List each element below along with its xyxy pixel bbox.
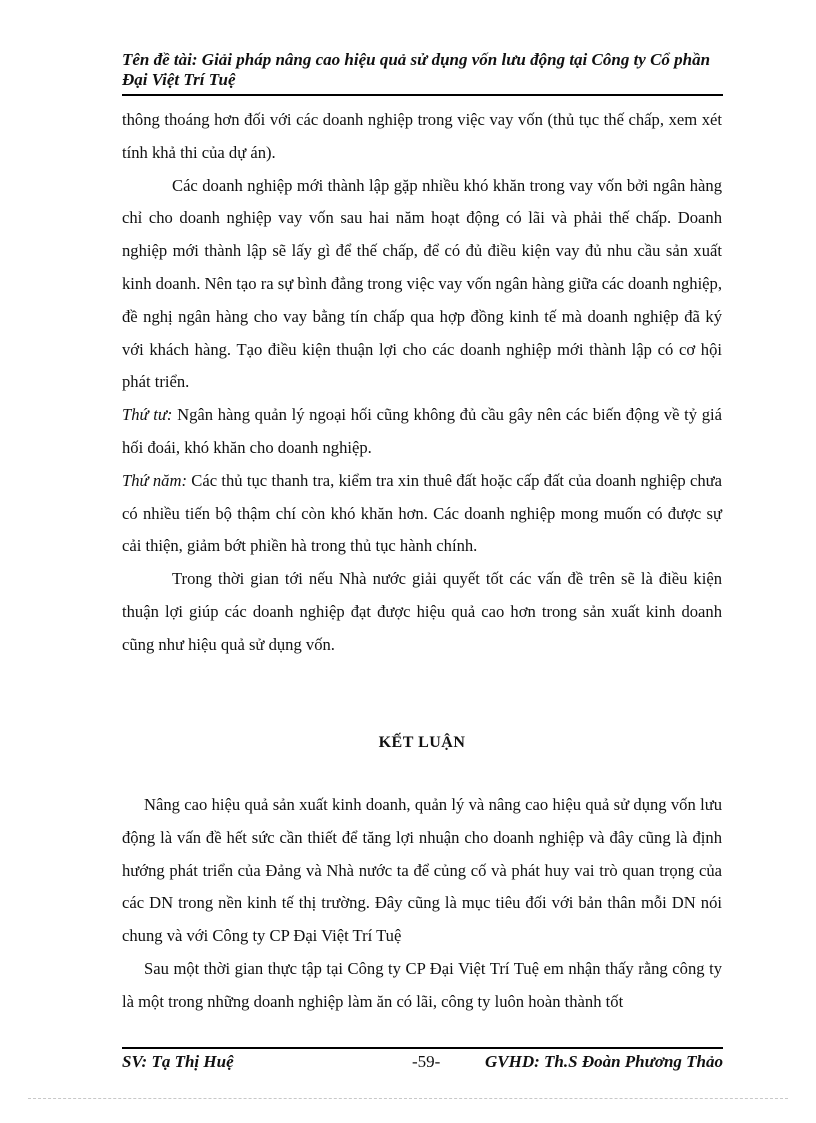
header-divider	[122, 94, 723, 96]
paragraph: Sau một thời gian thực tập tại Công ty CP Đại Việt Trí Tuệ em nhận thấy rằng công ty là một trong những doanh nghiệp làm ăn có lãi, công ty luôn hoàn thành tốt	[122, 958, 722, 1011]
paragraph: Nâng cao hiệu quả sản xuất kinh doanh, quản lý và nâng cao hiệu quả sử dụng vốn lưu động là vấn đề hết sức cần thiết để tăng lợi nhuận cho doanh nghiệp và đây cũng là định hướng phát triển của Đảng và Nhà nước ta để củng cố và phát huy vai trò quan trọng của các DN trong nền kinh tế thị trường. Đây cũng là mục tiêu đối với bản thân mỗi DN nói chung và với Công ty CP Đại Việt Trí Tuệ	[122, 795, 722, 946]
paragraph: Các doanh nghiệp mới thành lập gặp nhiều khó khăn trong vay vốn bởi ngân hàng chỉ cho doanh nghiệp vay vốn sau hai năm hoạt động có lãi và phải thế chấp. Doanh nghiệp mới thành lập sẽ lấy gì để thế chấp, để có đủ điều kiện vay đủ nhu cầu sản xuất kinh doanh. Nên tạo ra sự bình đẳng trong việc vay vốn ngân hàng giữa các doanh nghiệp, đề nghị ngân hàng cho vay bằng tín chấp qua hợp đồng kinh tế mà doanh nghiệp đã ký với khách hàng. Tạo điều kiện thuận lợi cho các doanh nghiệp mới thành lập có cơ hội phát triển.	[122, 175, 722, 392]
document-header	[122, 50, 722, 90]
paragraph-text: Các thủ tục thanh tra, kiểm tra xin thuê đất hoặc cấp đất của doanh nghiệp chưa có nhiều tiến bộ thậm chí còn khó khăn hơn. Các doanh nghiệp mong muốn có được sự cải thiện, giảm bớt phiền hà trong thủ tục hành chính.	[122, 470, 722, 556]
body-section	[122, 104, 722, 662]
header-title: Tên đề tài: Giải pháp nâng cao hiệu quả sử dụng vốn lưu động tại Công ty Cổ phần Đại Việt Trí Tuệ	[122, 50, 711, 89]
paragraph-lead: Thứ tư:	[122, 405, 173, 425]
paragraph	[122, 399, 722, 465]
paragraph: thông thoáng hơn đối với các doanh nghiệp trong việc vay vốn (thủ tục thế chấp, xem xét tính khả thi của dự án).	[122, 110, 722, 162]
footer-divider	[122, 1047, 723, 1049]
paragraph-lead: Thứ năm:	[122, 470, 187, 490]
page-number: -59-	[412, 1052, 441, 1071]
footer-student: SV: Tạ Thị Huệ	[122, 1052, 234, 1071]
section-title: KẾT LUẬN	[378, 734, 466, 751]
paragraph	[122, 465, 722, 563]
paragraph: Trong thời gian tới nếu Nhà nước giải quyết tốt các vấn đề trên sẽ là điều kiện thuận lợi giúp các doanh nghiệp đạt được hiệu quả cao hơn trong sản xuất kinh doanh cũng như hiệu quả sử dụng vốn.	[122, 569, 722, 654]
footer-advisor: GVHD: Th.S Đoàn Phương Thảo	[485, 1052, 723, 1071]
conclusion-section	[122, 789, 722, 1019]
page-bottom-border	[28, 1098, 788, 1099]
document-footer	[122, 1052, 723, 1074]
paragraph-text: Ngân hàng quản lý ngoại hối cũng không đủ cầu gây nên các biến động về tỷ giá hối đoái, khó khăn cho doanh nghiệp.	[122, 405, 722, 457]
